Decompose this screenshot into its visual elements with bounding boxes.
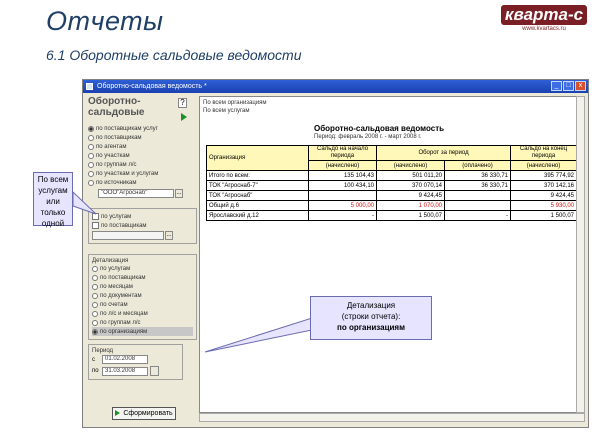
service-filter-group: [88, 208, 197, 244]
detail-radio-5[interactable]: [92, 309, 193, 318]
mode-radio-3[interactable]: [88, 151, 197, 160]
table-row: [207, 201, 577, 211]
subheader-saldo-start: (начислено): [309, 161, 377, 171]
window-titlebar[interactable]: [83, 80, 588, 93]
cell-end: 370 142,16: [511, 181, 577, 191]
service-select-field[interactable]: [92, 231, 164, 240]
mode-radio-1[interactable]: [88, 133, 197, 142]
detail-group-label: Детализация: [92, 258, 129, 264]
cell-end: 1 500,07: [511, 211, 577, 221]
vertical-scrollbar[interactable]: [576, 96, 585, 413]
radio-icon[interactable]: [92, 284, 98, 290]
play-icon[interactable]: [181, 113, 187, 121]
radio-icon[interactable]: [88, 144, 94, 150]
radio-label: по счетам: [100, 301, 128, 308]
cell-paid: [445, 201, 511, 211]
mode-radio-5[interactable]: [88, 169, 197, 178]
radio-icon[interactable]: [92, 275, 98, 281]
panel-header: [88, 96, 197, 124]
window-controls: [551, 81, 586, 91]
callout-detail-line2: (строки отчета):: [341, 312, 401, 321]
radio-label: по месяцам: [100, 283, 133, 290]
radio-icon[interactable]: [88, 171, 94, 177]
filter-field[interactable]: "ООО"Агроснаб": [98, 189, 174, 198]
period-to-field[interactable]: 31.03.2008: [102, 367, 148, 376]
period-label: Период: [92, 348, 114, 354]
cell-start: 100 434,10: [309, 181, 377, 191]
generate-report-button[interactable]: [112, 407, 176, 420]
radio-label: по поставщикам: [100, 274, 146, 281]
report-table: [206, 145, 577, 221]
cell-end: 395 774,92: [511, 171, 577, 181]
cell-paid: 36 330,71: [445, 171, 511, 181]
radio-icon[interactable]: [88, 162, 94, 168]
cell-paid: [445, 191, 511, 201]
table-row: [207, 171, 577, 181]
horizontal-scrollbar[interactable]: [199, 413, 585, 422]
panel-title-line2: сальдовые: [88, 107, 145, 118]
callout-detail-line1: Детализация: [346, 301, 396, 310]
callout-detail-line3: по организациям: [337, 323, 405, 332]
radio-label: по агентам: [96, 143, 127, 150]
radio-label: по документам: [100, 292, 142, 299]
maximize-button[interactable]: □: [563, 81, 574, 91]
slide-subtitle: 6.1 Оборотные сальдовые ведомости: [46, 47, 302, 63]
radio-label: по участкам: [96, 152, 130, 159]
radio-icon[interactable]: [92, 329, 98, 335]
logo-text: кварта-с: [501, 5, 587, 25]
subheader-saldo-end: (начислено): [511, 161, 577, 171]
table-row: [207, 191, 577, 201]
subheader-accrued: (начислено): [377, 161, 445, 171]
table-row: [207, 211, 577, 221]
cell-org: Итого по всем:: [207, 171, 309, 181]
check-suppliers[interactable]: [92, 221, 193, 230]
header-saldo-end: Сальдо на конец периода: [511, 146, 577, 161]
report-title: Оборотно-сальдовая ведомость: [314, 124, 445, 133]
cell-end: 9 424,45: [511, 191, 577, 201]
window-title: Оборотно-сальдовая ведомость *: [97, 83, 207, 90]
filter-row: [98, 189, 197, 198]
slide-title: Отчеты: [46, 6, 164, 36]
checkbox-icon[interactable]: [92, 213, 99, 220]
period-from-field[interactable]: 01.02.2008: [102, 355, 148, 364]
report-window: [82, 79, 589, 428]
period-group: [88, 344, 183, 380]
radio-label: по организациям: [100, 328, 148, 335]
radio-icon[interactable]: [92, 320, 98, 326]
radio-icon[interactable]: [88, 126, 94, 132]
company-logo: [494, 5, 594, 32]
checkbox-label: по услугам: [101, 213, 132, 220]
radio-icon[interactable]: [88, 153, 94, 159]
radio-label: по участкам и услугам: [96, 170, 159, 177]
radio-label: по источникам: [96, 179, 137, 186]
cell-accrued: 1 500,07: [377, 211, 445, 221]
cell-start: [309, 191, 377, 201]
header-turnover: Оборот за период: [377, 146, 511, 161]
radio-icon[interactable]: [92, 311, 98, 317]
header-org: Организация: [207, 146, 309, 171]
cell-paid: -: [445, 211, 511, 221]
detail-radio-2[interactable]: [92, 282, 193, 291]
cell-org: ТОК "Агроснаб": [207, 191, 309, 201]
minimize-button[interactable]: _: [551, 81, 562, 91]
subheader-paid: (оплачено): [445, 161, 511, 171]
cell-start: 5 000,00: [309, 201, 377, 211]
callout-detail: [310, 296, 432, 340]
detail-radio-0[interactable]: [92, 264, 193, 273]
play-icon: [115, 410, 120, 416]
detail-radio-6[interactable]: [92, 318, 193, 327]
cell-start: 135 104,43: [309, 171, 377, 181]
radio-label: по услугам: [100, 265, 131, 272]
report-period: Период: февраль 2008 г. - март 2008 г.: [314, 134, 422, 140]
panel-title: [88, 96, 168, 118]
detail-radio-7[interactable]: [92, 327, 193, 336]
generate-report-label: Сформировать: [123, 410, 173, 417]
detail-radio-1[interactable]: [92, 273, 193, 282]
radio-label: по л/с и месяцам: [100, 310, 148, 317]
checkbox-icon[interactable]: [92, 222, 99, 229]
mode-radio-0[interactable]: [88, 124, 197, 133]
cell-paid: 36 330,71: [445, 181, 511, 191]
calendar-icon[interactable]: [150, 366, 159, 376]
period-from-label: с: [92, 356, 95, 363]
cell-accrued: 1 070,00: [377, 201, 445, 211]
service-browse-button[interactable]: ...: [166, 232, 172, 238]
cell-end: 5 930,00: [511, 201, 577, 211]
table-row: [207, 181, 577, 191]
cell-accrued: 501 011,20: [377, 171, 445, 181]
period-to-label: по: [92, 368, 99, 374]
detail-radio-3[interactable]: [92, 291, 193, 300]
check-services[interactable]: [92, 212, 193, 221]
cell-org: Общий д.6: [207, 201, 309, 211]
callout-service-filter: По всем услугам или только одной: [33, 172, 73, 226]
report-sheet: [199, 96, 585, 413]
panel-title-line1: Оборотно-: [88, 96, 141, 107]
table-header-row: [207, 146, 577, 161]
mode-radio-4[interactable]: [88, 160, 197, 169]
header-saldo-start: Сальдо на начало периода: [309, 146, 377, 161]
filter-browse-button[interactable]: ...: [176, 190, 182, 196]
radio-label: по группам л/с: [96, 161, 137, 168]
radio-label: по поставщикам услуг: [96, 125, 158, 132]
cell-org: ТОК "Агроснаб-7": [207, 181, 309, 191]
mode-radio-6[interactable]: [88, 178, 197, 187]
cell-org: Ярославский д.12: [207, 211, 309, 221]
radio-icon[interactable]: [88, 135, 94, 141]
cell-start: -: [309, 211, 377, 221]
mode-radio-2[interactable]: [88, 142, 197, 151]
period-from-row: [92, 355, 179, 364]
radio-icon[interactable]: [92, 302, 98, 308]
report-org-filter: По всем организациям: [203, 100, 267, 106]
service-select-row: [92, 231, 193, 240]
period-to-row: [92, 366, 179, 376]
radio-icon[interactable]: [92, 266, 98, 272]
radio-icon[interactable]: [92, 293, 98, 299]
radio-label: по поставщикам: [96, 134, 142, 141]
mode-radio-group: [88, 124, 197, 187]
window-app-icon: [86, 83, 93, 90]
logo-url: www.kvartacs.ru: [522, 26, 566, 32]
cell-accrued: 370 070,14: [377, 181, 445, 191]
help-icon[interactable]: ?: [178, 98, 187, 108]
close-button[interactable]: x: [575, 81, 586, 91]
radio-icon[interactable]: [88, 180, 94, 186]
detail-radio-4[interactable]: [92, 300, 193, 309]
detail-group: [88, 254, 197, 340]
cell-accrued: 9 424,45: [377, 191, 445, 201]
checkbox-label: по поставщикам: [101, 222, 147, 229]
settings-panel: [88, 96, 197, 424]
radio-label: по группам л/с: [100, 319, 141, 326]
report-service-filter: По всем услугам: [203, 108, 250, 114]
